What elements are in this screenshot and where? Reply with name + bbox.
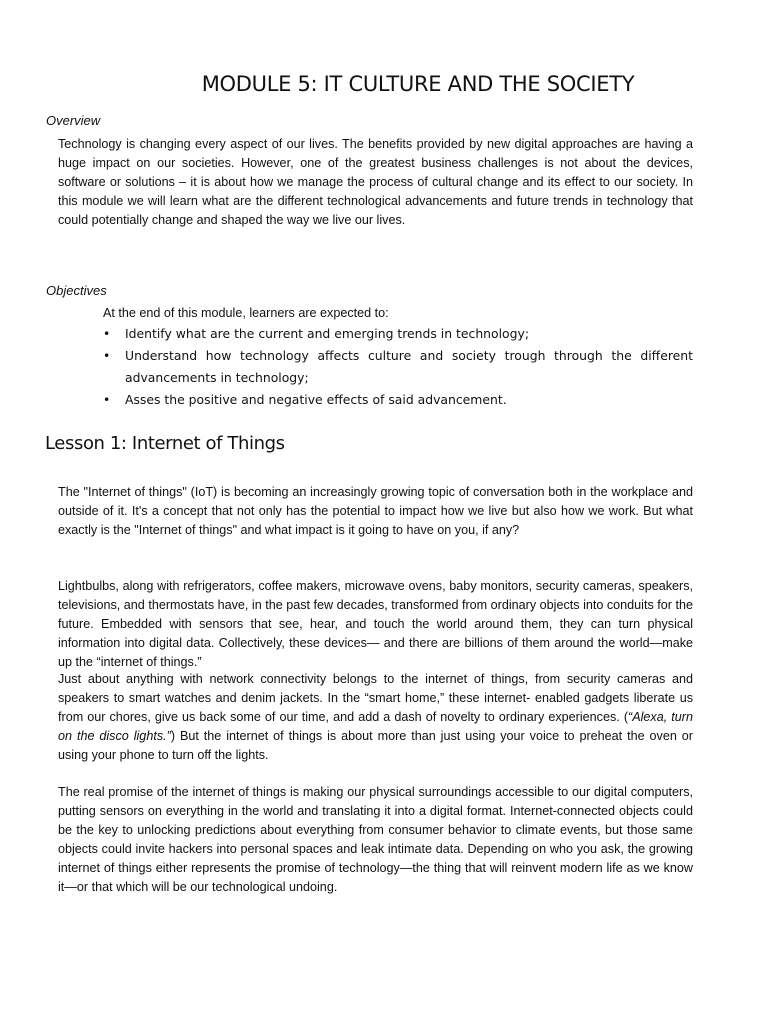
lesson-paragraph-3 [58, 670, 693, 765]
lesson-paragraph-2: Lightbulbs, along with refrigerators, coffee makers, microwave ovens, baby monitors, security cameras, speakers, televisions, and thermostats have, in the past few decades, transformed from ordinary objects into conduits for the future. Embedded with sensors that see, hear, and touch the world around them, they can turn physical information into digital data. Collectively, these devices— and there are billions of them around the world—make up the “internet of things.” [58, 579, 693, 669]
objective-item: • Identify what are the current and emerging trends in technology; [103, 323, 693, 345]
overview-label: Overview [46, 113, 101, 128]
objectives-intro: At the end of this module, learners are expected to: [103, 306, 389, 320]
lesson-paragraph-4: The real promise of the internet of things is making our physical surroundings accessible to our digital computers, putting sensors on everything in the world and translating it into a digital format. Internet-connected objects could be the key to unlocking predictions about everything from consumer behavior to climate events, but those same objects could invite hackers into personal spaces and leak intimate data. Depending on who you ask, the growing internet of things either represents the promise of technology—the thing that will reinvent modern life as we know it—or that which will be our technological undoing. [58, 785, 693, 894]
alexa-quote: “Alexa, turn on the disco lights.” [58, 710, 693, 743]
objectives-list [103, 323, 693, 411]
lesson-paragraph-1: The "Internet of things" (IoT) is becoming an increasingly growing topic of conversation both in the workplace and outside of it. It's a concept that not only has the potential to impact how we live but also how we work. But what exactly is the "Internet of things" and what impact is it going to have on you, if any? [58, 485, 693, 537]
lesson-title: Lesson 1: Internet of Things [45, 433, 285, 454]
objective-item: • Understand how technology affects culture and society trough through the different advancements in technology; [103, 345, 693, 389]
overview-paragraph: Technology is changing every aspect of our lives. The benefits provided by new digital approaches are having a huge impact on our societies. However, one of the greatest business challenges is not about the devices, software or solutions – it is about how we manage the process of cultural change and its effect to our society. In this module we will learn what are the different technological advancements and future trends in technology that could potentially change and shaped the way we live our lives. [58, 137, 693, 227]
page-title: MODULE 5: IT CULTURE AND THE SOCIETY [201, 72, 635, 96]
lesson-paragraph-3-text-end: ) But the internet of things is about more than just using your voice to preheat the oven or using your phone to turn off the lights. [58, 729, 693, 762]
objectives-label: Objectives [46, 283, 107, 298]
objective-item: • Asses the positive and negative effects of said advancement. [103, 389, 693, 411]
lesson-paragraph-3-text: Just about anything with network connectivity belongs to the internet of things, from security cameras and speakers to smart watches and denim jackets. In the “smart home,” these internet- enabled gadgets liberate us from our chores, give us back some of our time, and add a dash of novelty to ordinary experiences. ( [58, 672, 693, 724]
